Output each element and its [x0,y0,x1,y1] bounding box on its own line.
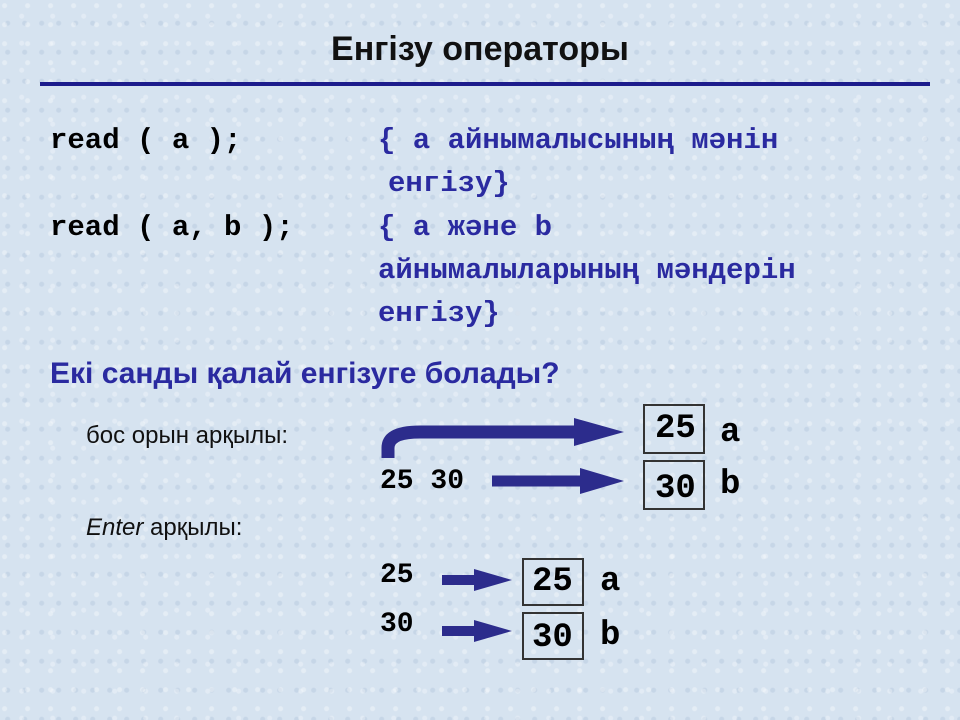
code-comment-2-line-3: енгізу} [378,297,500,330]
enter-variable-name-b: b [600,617,621,655]
enter-input-2: 30 [380,609,414,640]
code-comment-1-line-1: { a айнымалысының мәнін [378,124,779,157]
enter-key-label: Enter [86,514,144,541]
enter-box-value-a: 25 [532,563,573,601]
enter-variable-name-a: a [600,563,621,601]
box-value-a: 25 [655,410,696,448]
code-statement-2: read ( a, b ); [50,211,294,244]
variable-name-a: a [720,414,741,452]
question-heading: Екі санды қалай енгізуге болады? [50,357,560,390]
code-comment-2-line-2: айнымалыларының мәндерін [378,254,796,287]
variable-name-b: b [720,466,741,504]
enter-box-value-b: 30 [532,619,573,657]
enter-arrow-to-a-head [474,569,512,591]
space-method-input: 25 30 [380,466,465,497]
space-method-label: бос орын арқылы: [86,422,288,449]
page-title: Енгізу операторы [331,30,629,68]
enter-arrow-to-b-head [474,620,512,642]
curved-arrow-to-a [388,432,580,458]
box-value-b: 30 [655,470,696,508]
code-comment-2-line-1: { a және b [378,211,553,244]
code-statement-1: read ( a ); [50,124,242,157]
code-comment-1-line-2: енгізу} [388,167,510,200]
arrow-to-b-head [580,468,624,494]
curved-arrow-to-a-head [574,418,624,446]
enter-input-1: 25 [380,560,414,591]
enter-method-label-rest: арқылы: [143,514,243,541]
